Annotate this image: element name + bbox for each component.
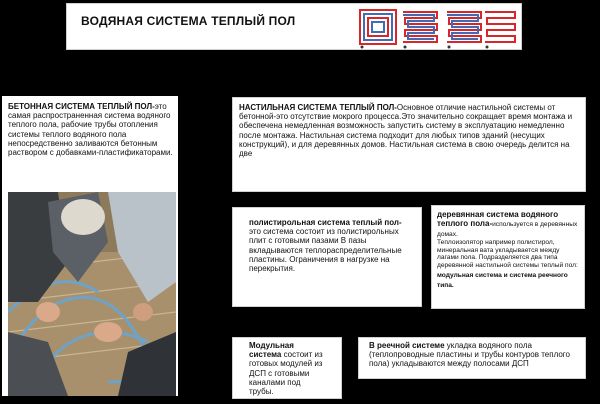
wooden-body: Теплоизолятор например полистирол, минеральная вата укладывается между лагами пола. Подразделяется два типа деревянной настильной системы теплый пол: (437, 238, 578, 270)
wooden-emphasis: модульная система и система реечного типа. (437, 271, 568, 289)
overlay-heading: НАСТИЛЬНАЯ СИСТЕМА ТЕПЛЫЙ ПОЛ- (239, 103, 397, 112)
concrete-system-card (2, 96, 178, 396)
rack-body: укладка водяного пола (теплопроводные пластины и трубы контуров теплого пола) укладываются между полосами ДСП (369, 341, 570, 369)
title-banner (66, 3, 522, 50)
polystyrene-system-card (232, 207, 422, 307)
wooden-heading: деревянная система водяного теплого пола- (437, 210, 559, 229)
wooden-heading-tail: используется в деревянных домах. (437, 221, 578, 238)
rack-system-card (358, 337, 586, 379)
heating-pipe-diagram-icon (357, 6, 517, 50)
modular-heading: Модульная система (249, 341, 294, 360)
polystyrene-body: это система состоит из полистирольных плит с готовыми пазами В пазы вкладываются теплораспределительные пластины. Ограничения в нагрузке на перекрытия. (249, 227, 402, 274)
concrete-heading: БЕТОННАЯ СИСТЕМА ТЕПЛЫЙ ПОЛ- (8, 102, 155, 111)
concrete-body: это самая распространенная система водяного теплого пола, рабочие трубы отопления системы теплого водяного пола непосредственно заливаются бетонным раствором с добавками-пластификаторами. (8, 102, 173, 158)
overlay-body: Основное отличие настильной системы от бетонной-это отсутствие мокрого процесса.Это значительно сокращает время монтажа и обеспечена немедленная возможность запустить систему в эксплуатацию немедленно после монтажа. Настильная система подходит для любых типов зданий (несущих конструкций), и для деревянных домов. Настильная система в свою очередь делится на две (239, 103, 573, 159)
page-title: ВОДЯНАЯ СИСТЕМА ТЕПЛЫЙ ПОЛ (81, 14, 296, 28)
wooden-system-card (431, 205, 585, 309)
modular-body: состоит из готовых модулей из ДСП с готовыми каналами под трубы. (249, 350, 323, 397)
overlay-system-card (232, 97, 586, 192)
rack-heading: В реечной системе (369, 341, 445, 350)
modular-system-card (232, 337, 342, 399)
polystyrene-heading: полистирольная система теплый пол- (249, 218, 402, 227)
installation-photo (8, 192, 176, 396)
